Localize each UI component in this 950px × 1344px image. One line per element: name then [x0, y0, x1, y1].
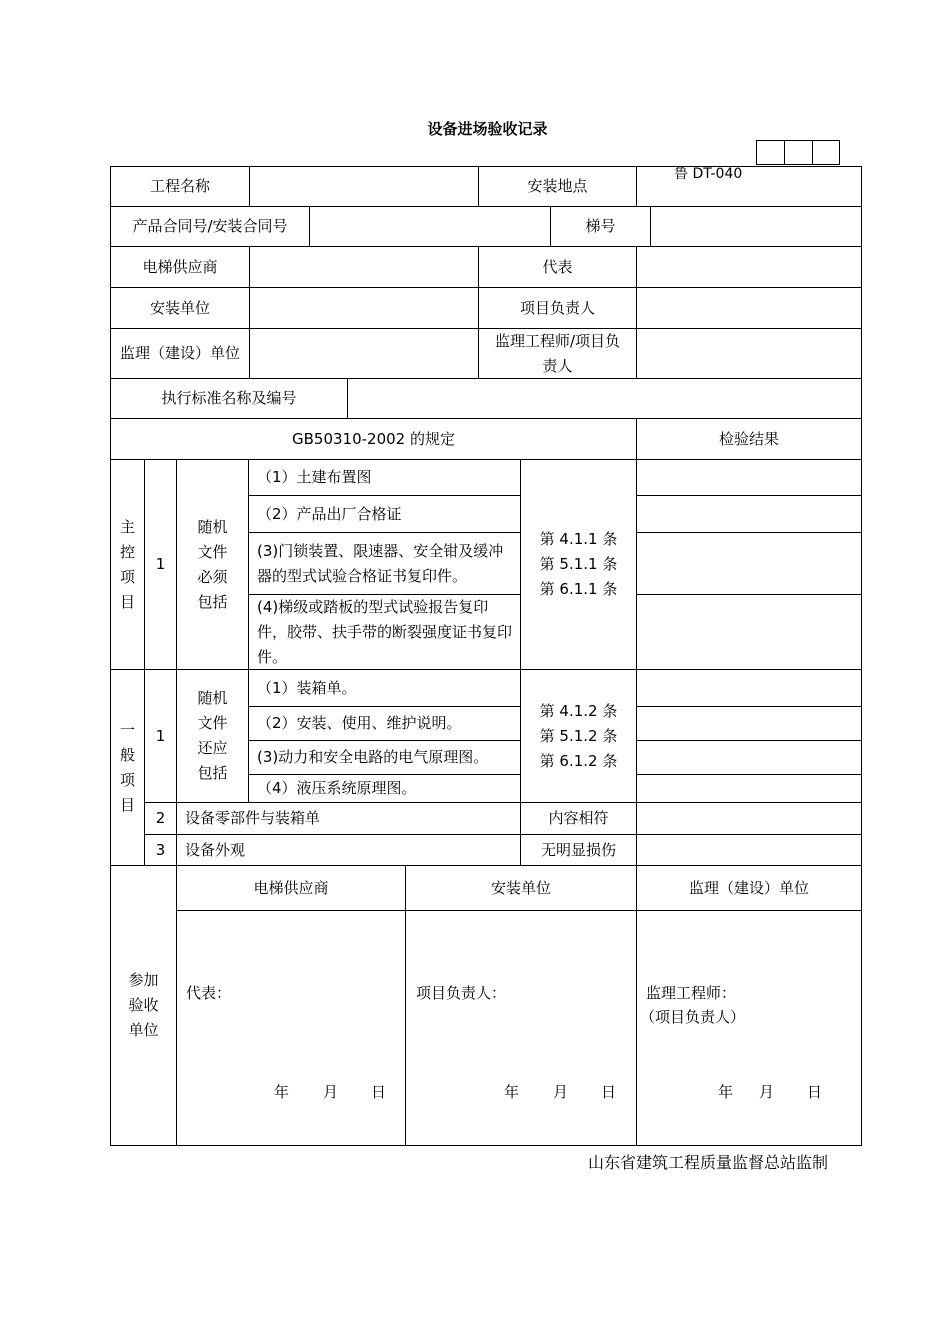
main-control-group: 随机 文件 必须 包括 — [176, 459, 249, 670]
sign-box-supplier[interactable] — [176, 910, 406, 1146]
general-group: 随机 文件 还应 包括 — [176, 669, 249, 803]
main-result-1[interactable] — [636, 459, 862, 496]
date-year-3: 年 — [718, 1083, 734, 1101]
main-clauses: 第 4.1.1 条 第 5.1.1 条 第 6.1.1 条 — [520, 459, 637, 670]
field-supplier[interactable] — [249, 246, 479, 288]
sign-project-leader: 项目负责人： — [416, 984, 507, 1002]
code-boxes — [756, 140, 840, 165]
date-month-3: 月 — [759, 1083, 775, 1101]
field-supervision-unit[interactable] — [249, 328, 479, 379]
form-title: 设备进场验收记录 — [427, 120, 548, 138]
general-no-2: 2 — [144, 802, 177, 835]
general-result-3[interactable] — [636, 740, 862, 775]
sign-supervision-leader: （项目负责人） — [640, 1008, 746, 1026]
label-install-unit: 安装单位 — [110, 287, 250, 329]
field-elevator-no[interactable] — [650, 206, 862, 247]
main-item-3: (3)门锁装置、限速器、安全钳及缓冲器的型式试验合格证书复印件。 — [248, 532, 521, 595]
general-no-1: 1 — [144, 669, 177, 803]
date-day-2: 日 — [601, 1083, 617, 1101]
field-project-leader[interactable] — [636, 287, 862, 329]
participants-col-supervision: 监理（建设）单位 — [636, 865, 862, 911]
label-project-leader: 项目负责人 — [478, 287, 637, 329]
field-contract-no[interactable] — [309, 206, 551, 247]
general-item-3: (3)动力和安全电路的电气原理图。 — [248, 740, 521, 775]
general-item-1: （1）装箱单。 — [248, 669, 521, 707]
sign-supervision-engineer: 监理工程师： — [646, 984, 737, 1002]
main-result-2[interactable] — [636, 495, 862, 533]
general-no-3: 3 — [144, 834, 177, 866]
general-row3-item: 设备外观 — [176, 834, 521, 866]
main-item-2: （2）产品出厂合格证 — [248, 495, 521, 533]
sign-box-install[interactable] — [405, 910, 637, 1146]
date-year-2: 年 — [504, 1083, 520, 1101]
label-representative: 代表 — [478, 246, 637, 288]
general-row2-item: 设备零部件与装箱单 — [176, 802, 521, 835]
general-label: 一 般 项 目 — [110, 669, 145, 866]
label-elevator-no: 梯号 — [550, 206, 651, 247]
label-standard: 执行标准名称及编号 — [110, 378, 348, 419]
date-year-1: 年 — [274, 1083, 290, 1101]
participants-col-install: 安装单位 — [405, 865, 637, 911]
main-control-label: 主 控 项 目 — [110, 459, 145, 670]
date-day-1: 日 — [371, 1083, 387, 1101]
general-clauses: 第 4.1.2 条 第 5.1.2 条 第 6.1.2 条 — [520, 669, 637, 803]
main-result-4[interactable] — [636, 594, 862, 670]
label-contract-no: 产品合同号/安装合同号 — [110, 206, 310, 247]
header-result: 检验结果 — [636, 418, 862, 460]
field-representative[interactable] — [636, 246, 862, 288]
general-result-4[interactable] — [636, 774, 862, 803]
date-month-1: 月 — [323, 1083, 339, 1101]
label-supervision-engineer: 监理工程师/项目负责人 — [478, 328, 637, 379]
general-result-2[interactable] — [636, 706, 862, 741]
main-item-4: (4)梯级或踏板的型式试验报告复印件，胶带、扶手带的断裂强度证书复印件。 — [248, 594, 521, 670]
header-rule: GB50310-2002 的规定 — [110, 418, 637, 460]
sign-box-supervision[interactable] — [636, 910, 862, 1146]
main-item-1: （1）土建布置图 — [248, 459, 521, 496]
general-row3-standard: 无明显损伤 — [520, 834, 637, 866]
participants-label: 参加 验收 单位 — [110, 865, 177, 1146]
field-supervision-engineer[interactable] — [636, 328, 862, 379]
field-standard[interactable] — [347, 378, 862, 419]
label-project-name: 工程名称 — [110, 166, 250, 207]
form-code: 鲁 DT-040 — [674, 166, 743, 182]
participants-col-supplier: 电梯供应商 — [176, 865, 406, 911]
label-install-location: 安装地点 — [478, 166, 637, 207]
sign-representative: 代表： — [186, 984, 232, 1002]
general-item-4: （4）液压系统原理图。 — [248, 774, 521, 803]
label-supplier: 电梯供应商 — [110, 246, 250, 288]
field-project-name[interactable] — [249, 166, 479, 207]
label-supervision-unit: 监理（建设）单位 — [110, 328, 250, 379]
general-row2-standard: 内容相符 — [520, 802, 637, 835]
date-day-3: 日 — [807, 1083, 823, 1101]
main-control-no: 1 — [144, 459, 177, 670]
main-result-3[interactable] — [636, 532, 862, 595]
footer: 山东省建筑工程质量监督总站监制 — [588, 1153, 829, 1172]
general-item-2: （2）安装、使用、维护说明。 — [248, 706, 521, 741]
date-month-2: 月 — [553, 1083, 569, 1101]
general-row2-result[interactable] — [636, 802, 862, 835]
general-result-1[interactable] — [636, 669, 862, 707]
field-install-location[interactable] — [636, 166, 862, 207]
general-row3-result[interactable] — [636, 834, 862, 866]
field-install-unit[interactable] — [249, 287, 479, 329]
